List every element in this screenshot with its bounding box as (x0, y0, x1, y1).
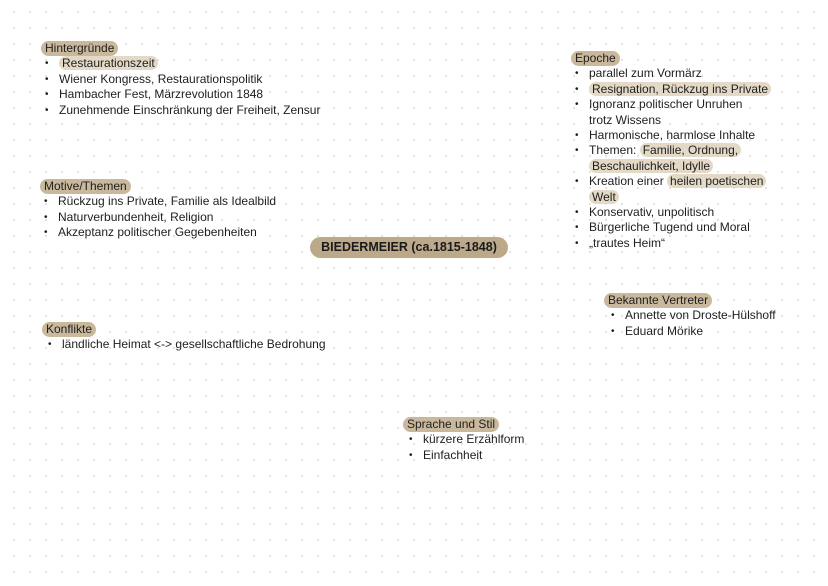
list-item: • kürzere Erzählform (409, 432, 524, 447)
list-item: • Wiener Kongress, Restaurationspolitik (45, 72, 320, 87)
list-item: • Naturverbundenheit, Religion (44, 210, 276, 225)
list-item: • Kreation einer heilen poetischen Welt (575, 174, 771, 205)
list-item: • Zunehmende Einschränkung der Freiheit, Zensur (45, 103, 320, 118)
node-title: Konflikte (42, 322, 96, 337)
node-sprache-und-stil[interactable] (405, 417, 524, 463)
node-title: Sprache und Stil (403, 417, 499, 432)
node-epoche[interactable] (573, 51, 771, 251)
node-konflikte[interactable] (44, 322, 326, 353)
list-item: • Resignation, Rückzug ins Private (575, 82, 771, 97)
list-item: • Akzeptanz politischer Gegebenheiten (44, 225, 276, 240)
central-topic[interactable]: BIEDERMEIER (ca.1815-1848) (310, 237, 508, 258)
list-item: • Harmonische, harmlose Inhalte (575, 128, 771, 143)
node-hintergruende[interactable] (43, 41, 320, 118)
list-item: • Konservativ, unpolitisch (575, 205, 771, 220)
node-title: Hintergründe (41, 41, 118, 56)
node-title: Motive/Themen (40, 179, 131, 194)
list-item: • Annette von Droste-Hülshoff (611, 308, 776, 323)
node-motive-themen[interactable] (42, 179, 276, 241)
list-item: • Themen: Familie, Ordnung, Beschaulichkeit, Idylle (575, 143, 771, 174)
node-bekannte-vertreter[interactable] (606, 293, 776, 339)
node-title: Bekannte Vertreter (604, 293, 712, 308)
list-item: • Rückzug ins Private, Familie als Idealbild (44, 194, 276, 209)
list-item: • Bürgerliche Tugend und Moral (575, 220, 771, 235)
list-item: • Hambacher Fest, Märzrevolution 1848 (45, 87, 320, 102)
list-item: • Einfachheit (409, 448, 524, 463)
list-item: • ländliche Heimat <-> gesellschaftliche Bedrohung (48, 337, 326, 352)
list-item: • Eduard Mörike (611, 324, 776, 339)
list-item: • Restaurationszeit (45, 56, 320, 71)
node-title: Epoche (571, 51, 620, 66)
list-item: • parallel zum Vormärz (575, 66, 771, 81)
list-item: • „trautes Heim“ (575, 236, 771, 251)
list-item: • Ignoranz politischer Unruhen trotz Wissens (575, 97, 771, 128)
